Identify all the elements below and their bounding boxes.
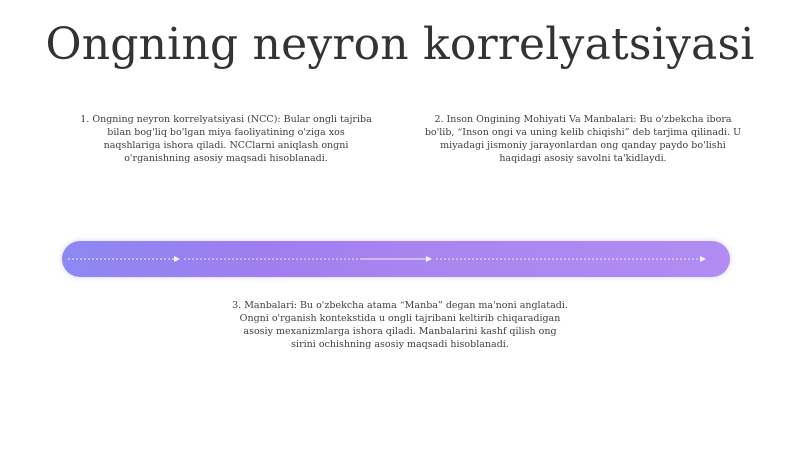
point-3-text: 3. Manbalari: Bu o'zbekcha atama “Manba” degan ma'noni anglatadi. Ongni o'rganish kontekstida u ongli tajribani keltirib chiqaradigan asosiy mexanizmlarga ishora qiladi. Manbalarini kashf qilish ong sirini ochishning asosiy maqsadi hisoblanadi. bbox=[232, 300, 568, 350]
timeline-arrows bbox=[62, 241, 730, 277]
arrow-head-3 bbox=[700, 256, 706, 262]
point-1-text: 1. Ongning neyron korrelyatsiyasi (NCC): Bular ongli tajriba bilan bog'liq bo'lgan miya faoliyatining o'ziga xos naqshlariga ishora qiladi. NCClarni aniqlash ongni o'rganishning asosiy maqsadi hisoblanadi. bbox=[80, 114, 372, 164]
point-2-text: 2. Inson Ongining Mohiyati Va Manbalari: Bu o'zbekcha ibora bo'lib, “Inson ongi va uning kelib chiqishi” deb tarjima qilinadi. U miyadagi jismoniy jarayonlardan ong qanday paydo bo'lishi haqidagi asosiy savolni ta'kidlaydi. bbox=[424, 114, 742, 164]
page-title: Ongning neyron korrelyatsiyasi bbox=[45, 19, 755, 70]
arrow-head-2 bbox=[426, 256, 432, 262]
timeline-bar bbox=[62, 241, 730, 277]
arrow-head-1 bbox=[174, 256, 180, 262]
